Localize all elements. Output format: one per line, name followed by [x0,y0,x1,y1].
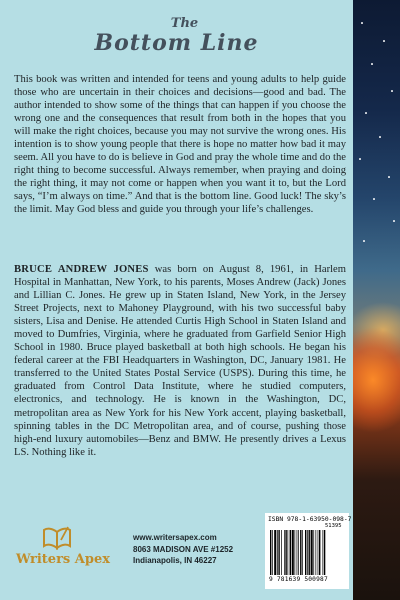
publisher-address [133,532,233,567]
publisher-logo [16,526,110,586]
night-sky-strip [353,0,400,600]
open-book-icon [42,526,72,550]
author-name: BRUCE ANDREW JONES [14,264,149,275]
publisher-website: www.writersapex.com [133,533,217,542]
isbn-number: ISBN 978-1-63950-098-7 [268,516,352,523]
title-prefix: The [170,16,199,31]
publisher-name: Writers Apex [16,552,110,567]
isbn-barcode [265,513,352,589]
barcode-bars [270,530,344,575]
price-code: 51395 [325,523,342,529]
author-bio-text: was born on August 8, 1961, in Harlem Hospital in Manhattan, New York, to his parents, Moses Andrew (Jack) Jones and Lillian C. Jones. He grew up in Staten Island, New York, in the Jersey Street Projects, next to Mahoney Playground, with his two successful baby sisters, Lisa and Denise. He attended Curtis High School in Staten Island and moved to Dumfries, Virginia, where he graduated from Garfield Senior High School in 1980. Bruce played basketball at both high schools. He began his federal career at the FBI Headquarters in Washington, DC, January 1981. He transferred to the United States Postal Service (USPS). During this time, he graduated from Control Data Institute, where he studied computers, electronics, and technology. He is known in the Washington, DC, metropolitan area as New York for his New York accent, playing basketball, spinning tables in the DC Metropolitan area, and of course, pushing those high-end luxury automobiles—Benz and BMW. He presently drives a Lexus LS. Nothing like it. [14,264,346,458]
book-blurb: This book was written and intended for teens and young adults to help guide those who are uncertain in their choices and decisions—good and bad. The author intended to show some of the things that can happen if you choose the wrong one and the consequences that result from both in the hopes that you will make the right choices, because you may not survive the wrong ones. His intention is to show young people that there is hope no matter how bad it may seem. All you have to do is believe in God and pray the whole time and do the right thing to become successful. Always remember, when praying and doing the right thing, it may not come or happen when you want it to, but the Lord says, “I’m always on time.” And that is the bottom line. Good luck! The sky’s the limit. May God bless and guide you through your life’s challenges. [14,74,346,216]
publisher-address-line2: Indianapolis, IN 46227 [133,556,217,565]
barcode-number: 9 781639 500987 [269,576,328,583]
author-bio [14,263,346,459]
book-title: Bottom Line [94,30,259,56]
publisher-address-line1: 8063 MADISON AVE #1252 [133,544,234,554]
